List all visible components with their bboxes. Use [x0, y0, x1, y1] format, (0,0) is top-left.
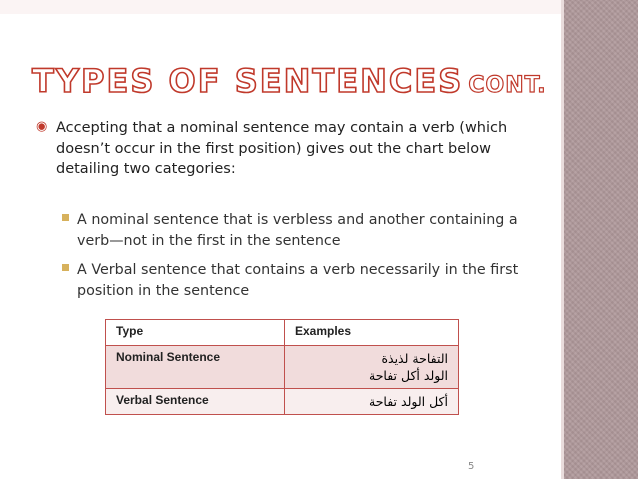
- table-header: Type: [106, 320, 285, 346]
- bullet-icon: ◉: [36, 119, 48, 134]
- sub-bullet-text: A Verbal sentence that contains a verb necessarily in the first position in the sentence: [77, 262, 519, 299]
- table-cell-type: Verbal Sentence: [106, 389, 285, 415]
- square-bullet-icon: [62, 214, 69, 221]
- arabic-example: أكل الولد تفاحة: [369, 394, 448, 409]
- table-row: [106, 346, 459, 389]
- sub-bullet-text: A nominal sentence that is verbless and another containing a verb—not in the first in the sentence: [77, 212, 518, 249]
- table-cell-type: Nominal Sentence: [106, 346, 285, 389]
- table-cell-examples: [285, 389, 459, 415]
- arabic-example: التفاحة لذيذة: [381, 351, 448, 366]
- table-header: Examples: [285, 320, 459, 346]
- table-header-row: [106, 320, 459, 346]
- page-number: 5: [468, 461, 475, 472]
- sub-bullet-2: [62, 260, 542, 301]
- table-cell-examples: [285, 346, 459, 389]
- sentence-types-table: [105, 319, 459, 415]
- square-bullet-icon: [62, 264, 69, 271]
- title-cont: CONT.: [468, 73, 547, 98]
- sub-bullet-1: [62, 210, 542, 251]
- arabic-example: الولد أكل تفاحة: [369, 368, 448, 383]
- table-row: [106, 389, 459, 415]
- main-bullet: [36, 118, 546, 180]
- title-main: TYPES OF SENTENCES: [32, 62, 464, 100]
- main-bullet-text: Accepting that a nominal sentence may contain a verb (which doesn’t occur in the first position) gives out the chart below detailing two categories:: [56, 120, 508, 177]
- top-strip: [0, 0, 564, 14]
- side-panel: [564, 0, 638, 479]
- slide-title: [32, 62, 547, 110]
